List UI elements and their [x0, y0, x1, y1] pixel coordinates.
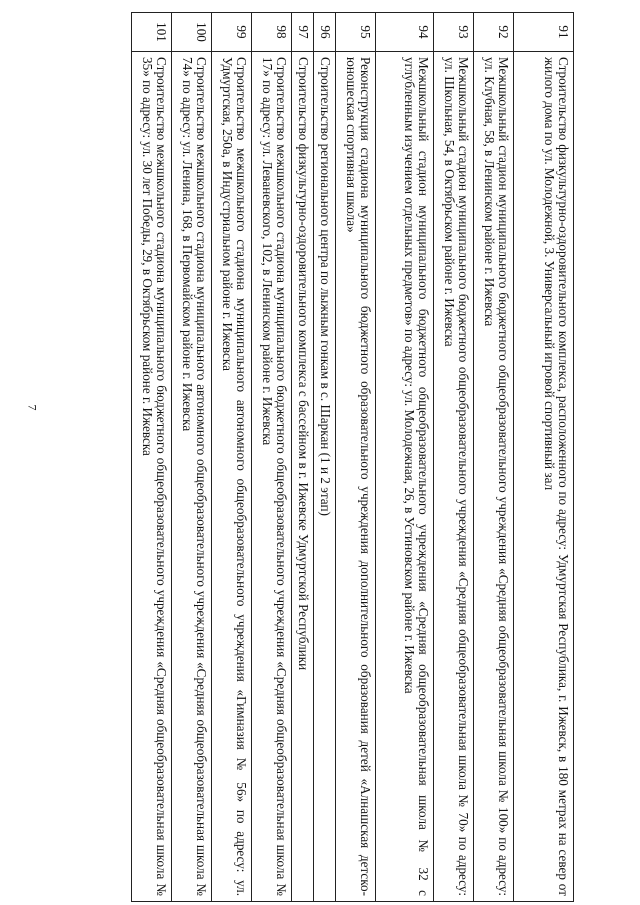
row-number: 95: [336, 13, 376, 52]
row-description: Строительство межшкольного стадиона муниципального автономного общеобразовательного учреждения «Гимназия № 56» по адресу: ул. Удмуртская, 250а, в Индустриальном районе г. Ижевска: [212, 52, 252, 902]
table-row: [172, 13, 212, 902]
row-description: Строительство физкультурно-оздоровительного комплекса с бассейном в г. Ижевске Удмуртской Республики: [292, 52, 314, 902]
row-description: Строительство межшкольного стадиона муниципального бюджетного общеобразовательного учреждения «Средняя общеобразовательная школа № 17» по адресу: ул. Леваневского, 102, в Ленинском районе г. Ижевска: [252, 52, 292, 902]
page-number: 7: [25, 404, 40, 411]
row-number: 94: [376, 13, 434, 52]
row-description: Реконструкция стадиона муниципального бюджетного образовательного учреждения дополнительного образования детей «Алнашская детско-юношеская спортивная школа»: [336, 52, 376, 902]
row-description: Межшкольный стадион муниципального бюджетного общеобразовательного учреждения «Средняя общеобразовательная школа № 32 с углубленным изучением отдельных предметов» по адресу: ул. Молодежная, 26, в Устиновском районе г. Ижевска: [376, 52, 434, 902]
objects-table: [131, 12, 574, 902]
table-row: [434, 13, 474, 902]
table-row: [314, 13, 336, 902]
row-number: 101: [132, 13, 172, 52]
row-description: Строительство межшкольного стадиона муниципального автономного общеобразовательного учреждения «Средняя общеобразовательная школа № 74» по адресу: ул. Ленина, 168, в Первомайском районе г. Ижевска: [172, 52, 212, 902]
table-row: [376, 13, 434, 902]
row-description: Строительство межшкольного стадиона муниципального бюджетного общеобразовательного учреждения «Средняя общеобразовательная школа № 35» по адресу: ул. 30 лет Победы, 29, в Октябрьском районе г. Ижевска: [132, 52, 172, 902]
row-number: 98: [252, 13, 292, 52]
table-row: [336, 13, 376, 902]
table-row: [474, 13, 514, 902]
row-number: 100: [172, 13, 212, 52]
row-number: 93: [434, 13, 474, 52]
row-number: 99: [212, 13, 252, 52]
row-number: 96: [314, 13, 336, 52]
rotated-table-wrapper: [0, 12, 574, 902]
table-row: [212, 13, 252, 902]
row-number: 97: [292, 13, 314, 52]
row-description: Межшкольный стадион муниципального бюджетного общеобразовательного учреждения «Средняя общеобразовательная школа № 70» по адресу: ул. Школьная, 54, в Октябрьском районе г. Ижевска: [434, 52, 474, 902]
row-description: Межшкольный стадион муниципального бюджетного общеобразовательного учреждения «Средняя общеобразовательная школа № 100» по адресу: ул. Клубная, 58, в Ленинском районе г. Ижевска: [474, 52, 514, 902]
table-row: [252, 13, 292, 902]
row-description: Строительство регионального центра по лыжным гонкам в с. Шаркан (1 и 2 этап): [314, 52, 336, 902]
row-description: Строительство физкультурно-оздоровительного комплекса, расположенного по адресу: Удмуртская Республика, г. Ижевск, в 180 метрах на север от жилого дома по ул. Молодежной, 3. Универсальный игровой спортивный зал: [514, 52, 574, 902]
table-row: [292, 13, 314, 902]
table-row: [514, 13, 574, 902]
row-number: 91: [514, 13, 574, 52]
row-number: 92: [474, 13, 514, 52]
table-row: [132, 13, 172, 902]
